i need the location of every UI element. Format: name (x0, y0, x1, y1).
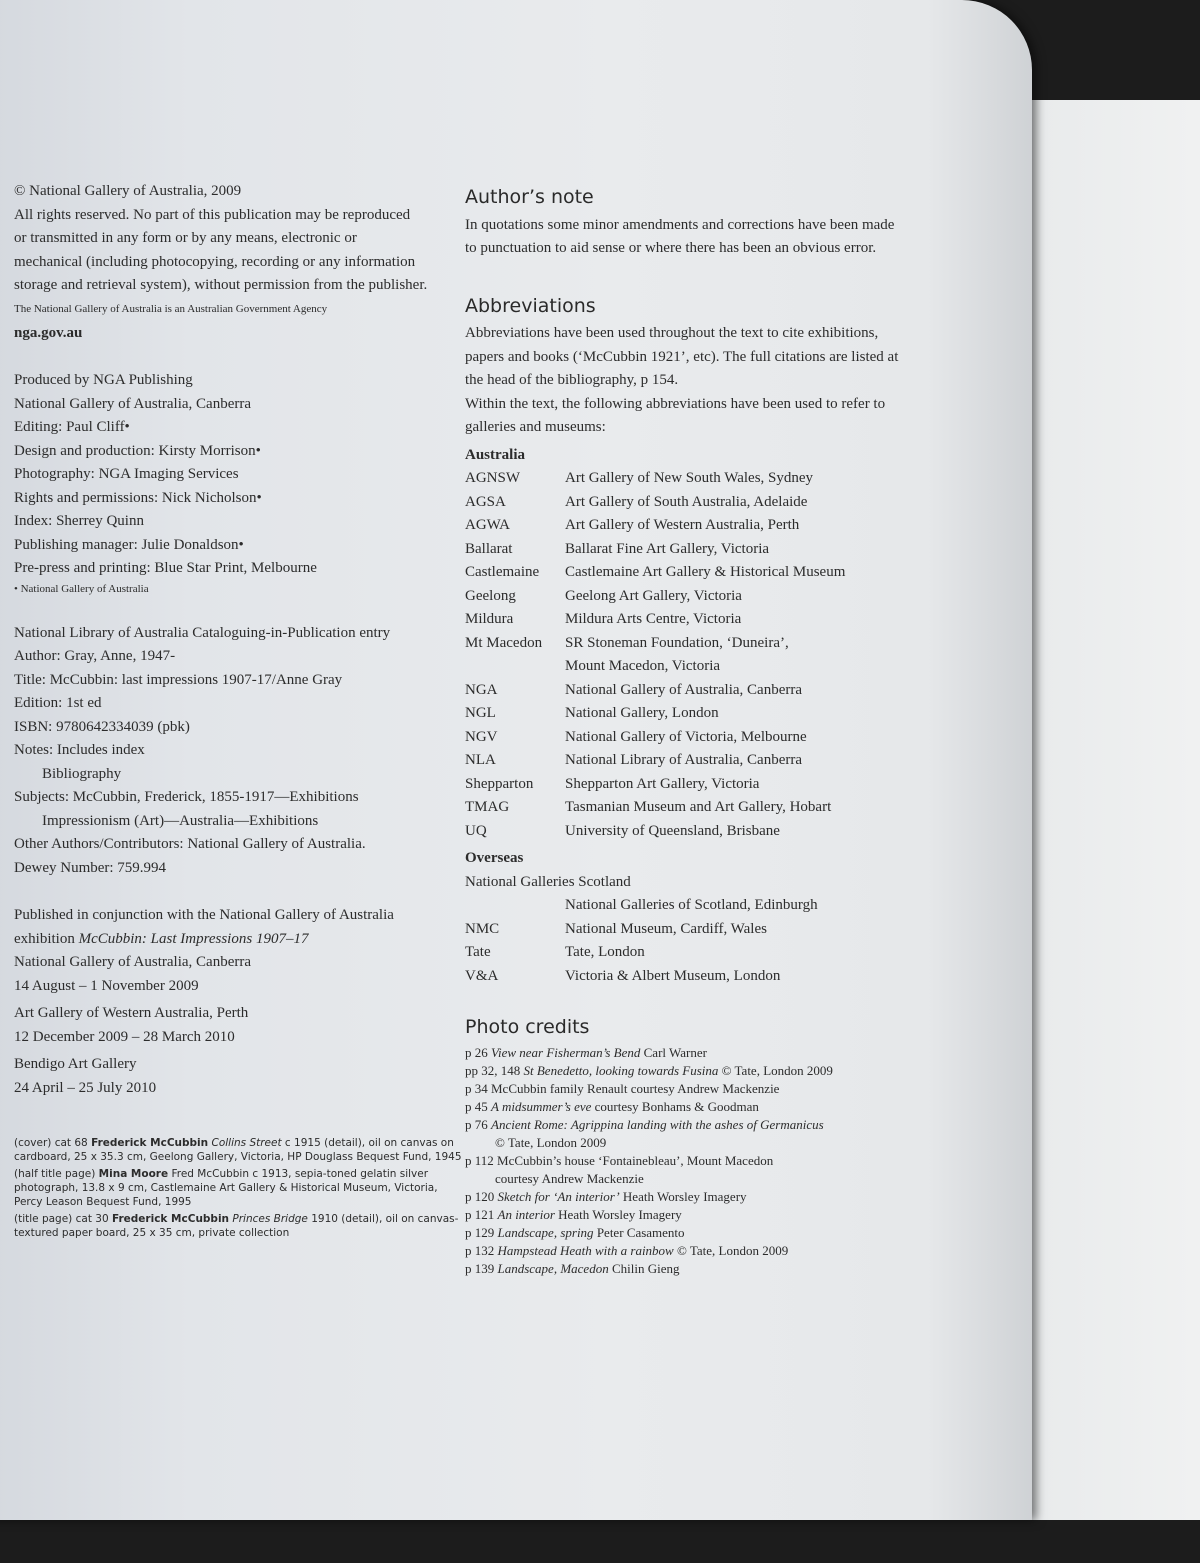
rights-line: or transmitted in any form or by any means, electronic or (14, 230, 357, 246)
photo-credit-page: p 112 McCubbin’s house ‘Fontainebleau’, Mount Macedon (465, 1152, 774, 1168)
rights-line: All rights reserved. No part of this publication may be reproduced (14, 206, 411, 223)
abbreviations-intro-2: Within the text, the following abbreviations have been used to refer to galleries and museums: (465, 395, 886, 435)
rights-line: mechanical (including photocopying, recording or any information (14, 253, 416, 270)
photo-credit (465, 1242, 905, 1260)
production-credit-line: Photography: NGA Imaging Services (14, 466, 239, 482)
production-credit-line: Editing: Paul Cliff• (14, 419, 130, 435)
photo-credit-source: Peter Casamento (593, 1224, 685, 1240)
abbreviation-value-line: Geelong Art Gallery, Victoria (565, 587, 742, 604)
abbreviation-value-line: SR Stoneman Foundation, ‘Duneira’, (565, 634, 789, 651)
photo-credit-page: p 120 (465, 1188, 498, 1204)
image-credit-details: 1910 (detail), oil on canvas-textured paper board, 25 x 35 cm, private collection (14, 1213, 459, 1239)
abbreviation-row (465, 467, 905, 491)
photo-credits-section (465, 1016, 905, 1278)
photo-credit-title: Hampstead Heath with a rainbow (497, 1242, 674, 1258)
left-column (14, 180, 464, 1243)
website: nga.gov.au (14, 324, 83, 341)
abbreviation-key: NMC (465, 920, 500, 937)
photo-credit-source: Heath Worsley Imagery (554, 1206, 682, 1222)
abbreviation-value-line: National Gallery of Australia, Canberra (565, 681, 802, 698)
abbreviation-value-line: National Gallery, London (565, 705, 719, 721)
abbreviation-value (565, 491, 905, 515)
cataloguing-line: Dewey Number: 759.994 (14, 859, 167, 876)
exhibition-line: exhibition McCubbin: Last Impressions 1907–17 (14, 930, 309, 947)
abbreviation-row (465, 679, 905, 703)
photo-credit-page: pp 32, 148 (465, 1062, 524, 1078)
venue-dates: 24 April – 25 July 2010 (14, 1079, 157, 1096)
abbreviation-value (565, 773, 905, 797)
authors-note-section (465, 186, 905, 261)
abbreviation-value-line: Mildura Arts Centre, Victoria (565, 611, 742, 627)
abbreviation-value (565, 796, 905, 820)
photo-credit-page: p 139 (465, 1260, 498, 1276)
photo-credit-page: p 45 (465, 1098, 491, 1114)
abbreviation-value (565, 749, 905, 773)
publication-info (14, 904, 464, 1100)
authors-note-heading: Author’s note (465, 186, 594, 208)
image-credits (14, 1136, 464, 1240)
abbreviations-section (465, 295, 905, 989)
abbreviation-value (565, 514, 905, 538)
venue-place: National Gallery of Australia, Canberra (14, 954, 251, 970)
photo-credit (465, 1098, 905, 1116)
abbreviation-value-line: Art Gallery of South Australia, Adelaide (565, 493, 808, 510)
abbreviation-key: Geelong (465, 587, 516, 604)
production-credit-line: Pre-press and printing: Blue Star Print, Melbourne (14, 560, 317, 576)
production-credit-line: National Gallery of Australia, Canberra (14, 395, 251, 412)
abbreviation-row (465, 585, 905, 609)
cataloguing-line: ISBN: 9780642334039 (pbk) (14, 718, 190, 735)
image-credit-artist: Frederick McCubbin (91, 1137, 209, 1149)
abbreviation-key: NGA (465, 681, 498, 698)
photo-credit-source: Carl Warner (640, 1044, 707, 1060)
image-credit-artist: Frederick McCubbin (111, 1213, 230, 1225)
abbreviation-value (565, 538, 905, 562)
abbreviation-key: UQ (465, 822, 487, 839)
photo-credits-heading: Photo credits (465, 1016, 590, 1038)
cataloguing-line: Author: Gray, Anne, 1947- (14, 648, 176, 664)
abbreviation-value: Tate, London (565, 944, 645, 960)
cataloguing-line: Notes: Includes index (14, 742, 145, 758)
abbreviation-row (465, 918, 905, 942)
australia-label: Australia (465, 446, 525, 463)
abbreviation-value (565, 632, 905, 679)
photo-credit-page: p 121 (465, 1206, 498, 1222)
production-credit-line: Index: Sherrey Quinn (14, 513, 144, 529)
photo-credit-continued: courtesy Andrew Mackenzie (495, 1170, 644, 1186)
abbreviation-row (465, 608, 905, 632)
abbreviation-key: NGV (465, 728, 498, 745)
abbreviation-value-line: Art Gallery of Western Australia, Perth (565, 517, 800, 533)
abbreviation-value (565, 608, 905, 632)
photo-credit-continued: © Tate, London 2009 (495, 1134, 607, 1150)
photo-credit-title: Landscape, Macedon (497, 1260, 609, 1276)
abbreviation-value-line: Ballarat Fine Art Gallery, Victoria (565, 540, 770, 557)
exhibition-title: McCubbin: Last Impressions 1907–17 (78, 930, 309, 947)
abbreviation-row (465, 773, 905, 797)
abbreviation-key: V&A (465, 967, 499, 984)
venue-place: Art Gallery of Western Australia, Perth (14, 1005, 249, 1021)
photo-credit (465, 1116, 905, 1134)
agency-note: The National Gallery of Australia is an Australian Government Agency (14, 302, 328, 315)
image-credit (14, 1167, 464, 1209)
image-credit-prefix: (title page) cat 30 (14, 1213, 112, 1225)
image-credit-title: Collins Street (211, 1137, 282, 1149)
published-line: Published in conjunction with the National Gallery of Australia (14, 907, 394, 923)
photo-credits-list (465, 1044, 905, 1278)
production-credit-line: Design and production: Kirsty Morrison• (14, 442, 261, 459)
abbreviation-key: Ballarat (465, 540, 513, 557)
venue (14, 1053, 464, 1100)
image-credit-details: Fred McCubbin c 1913, sepia-toned gelatin silver photograph, 13.8 x 9 cm, Castlemaine Art Gallery & Historical Museum, Victoria, Percy Leason Bequest Fund, 1995 (14, 1168, 438, 1208)
abbreviation-key: NLA (465, 752, 496, 768)
photo-credit-title: An interior (497, 1206, 555, 1222)
production-credit-line: Rights and permissions: Nick Nicholson• (14, 489, 262, 506)
abbreviation-value-line: National Library of Australia, Canberra (565, 752, 802, 768)
facing-page-edge (1010, 100, 1200, 1520)
abbreviation-value-line: Tasmanian Museum and Art Gallery, Hobart (565, 799, 832, 815)
cataloguing-entry (14, 622, 464, 881)
overseas-first-key: National Galleries Scotland (465, 873, 631, 890)
venue-dates: 14 August – 1 November 2009 (14, 977, 199, 994)
photo-credit-title: View near Fisherman’s Bend (491, 1044, 641, 1060)
abbreviation-value (565, 561, 905, 585)
photo-credit-page: p 34 McCubbin family Renault courtesy Andrew Mackenzie (465, 1080, 780, 1096)
photo-credit (465, 1062, 905, 1080)
production-credit-line: Publishing manager: Julie Donaldson• (14, 536, 244, 553)
abbreviation-key: AGSA (465, 493, 506, 510)
abbreviation-value-line: Castlemaine Art Gallery & Historical Museum (565, 564, 846, 580)
photo-credit (465, 1206, 905, 1224)
abbreviation-key: AGNSW (465, 470, 520, 486)
abbreviation-row (465, 632, 905, 679)
cataloguing-line: National Library of Australia Cataloguing-in-Publication entry (14, 624, 391, 641)
photo-credit-title: A midsummer’s eve (491, 1098, 592, 1114)
photo-credit-source: courtesy Bonhams & Goodman (591, 1098, 759, 1114)
photo-credit-title: Sketch for ‘An interior’ (497, 1188, 620, 1204)
abbreviation-row (465, 749, 905, 773)
production-credits (14, 369, 464, 581)
abbreviation-value-line: Art Gallery of New South Wales, Sydney (565, 470, 814, 486)
abbreviation-value: Victoria & Albert Museum, London (565, 967, 781, 984)
venue (14, 951, 464, 998)
right-column (465, 186, 905, 1278)
image-credit-artist: Mina Moore (98, 1168, 169, 1180)
abbreviation-value (565, 679, 905, 703)
abbreviation-row (465, 796, 905, 820)
abbreviations-heading: Abbreviations (465, 294, 596, 317)
venue-dates: 12 December 2009 – 28 March 2010 (14, 1028, 235, 1045)
photo-credit (465, 1224, 905, 1242)
abbreviation-row (465, 965, 905, 989)
cataloguing-line: Edition: 1st ed (14, 695, 102, 711)
australia-abbreviations (465, 467, 905, 843)
production-credit-line: Produced by NGA Publishing (14, 372, 193, 388)
abbreviation-value-line: Mount Macedon, Victoria (565, 658, 721, 674)
photo-credit (465, 1188, 905, 1206)
photo-credit-page: p 76 (465, 1116, 491, 1132)
venue-place: Bendigo Art Gallery (14, 1056, 137, 1072)
image-credit-details: c 1915 (detail), oil on canvas on cardboard, 25 x 35.3 cm, Geelong Gallery, Victoria, HP Douglass Bequest Fund, 1945 (14, 1137, 462, 1163)
venues (14, 951, 464, 1100)
overseas-label: Overseas (465, 850, 524, 866)
production-note: • National Gallery of Australia (14, 582, 149, 595)
photo-credit-page: p 129 (465, 1224, 498, 1240)
authors-note-text: In quotations some minor amendments and corrections have been made to punctuation to aid sense or where there has been an obvious error. (465, 216, 895, 256)
cataloguing-line: Subjects: McCubbin, Frederick, 1855-1917—Exhibitions (14, 789, 359, 805)
photo-credit (465, 1260, 905, 1278)
abbreviation-row (465, 702, 905, 726)
abbreviations-intro: Abbreviations have been used throughout the text to cite exhibitions, papers and books (‘McCubbin 1921’, etc). The full citations are listed at the head of the bibliography, p 154. (465, 325, 899, 388)
abbreviation-row (465, 820, 905, 844)
cataloguing-line: Bibliography (42, 765, 122, 782)
abbreviation-row (465, 726, 905, 750)
photo-credit-source: Chilin Gieng (608, 1260, 680, 1276)
abbreviation-key: Mildura (465, 611, 514, 627)
abbreviation-key: Mt Macedon (465, 634, 543, 651)
photo-credit-title: Landscape, spring (497, 1224, 594, 1240)
cataloguing-line: Other Authors/Contributors: National Gallery of Australia. (14, 836, 366, 852)
photo-credit-source: © Tate, London 2009 (718, 1062, 833, 1078)
abbreviation-value-line: Shepparton Art Gallery, Victoria (565, 775, 760, 792)
rights-line: storage and retrieval system), without permission from the publisher. (14, 277, 428, 293)
copyright-line: © National Gallery of Australia, 2009 (14, 183, 242, 199)
overseas-abbreviations (465, 918, 905, 989)
photo-credit-source: © Tate, London 2009 (673, 1242, 789, 1258)
cataloguing-line: Title: McCubbin: last impressions 1907-17/Anne Gray (14, 671, 343, 688)
cataloguing-line: Impressionism (Art)—Australia—Exhibitions (42, 812, 319, 829)
abbreviation-value-line: National Gallery of Victoria, Melbourne (565, 728, 807, 745)
abbreviation-value (565, 467, 905, 491)
abbreviation-row (465, 941, 905, 965)
photo-credit-page: p 26 (465, 1044, 491, 1060)
photo-credit (465, 1152, 905, 1170)
abbreviation-key: Tate (465, 944, 491, 960)
image-credit-prefix: (cover) cat 68 (14, 1137, 92, 1149)
abbreviation-key: Shepparton (465, 775, 534, 792)
overseas-first-value: National Galleries of Scotland, Edinburgh (565, 897, 818, 913)
abbreviation-key: NGL (465, 705, 496, 721)
abbreviation-row (465, 514, 905, 538)
image-credit (14, 1136, 464, 1164)
abbreviation-value: National Museum, Cardiff, Wales (565, 920, 767, 937)
abbreviation-value (565, 702, 905, 726)
photo-credit-title: St Benedetto, looking towards Fusina (523, 1062, 719, 1078)
image-credit (14, 1212, 464, 1240)
abbreviation-value-line: University of Queensland, Brisbane (565, 822, 780, 839)
image-credit-title: Princes Bridge (232, 1213, 308, 1225)
abbreviation-row (465, 538, 905, 562)
photo-credit (465, 1080, 905, 1098)
abbreviation-value (565, 820, 905, 844)
abbreviation-key: Castlemaine (465, 564, 540, 580)
abbreviation-value (565, 726, 905, 750)
rights-statement (14, 204, 464, 298)
image-credit-prefix: (half title page) (14, 1168, 99, 1180)
photo-credit-source: Heath Worsley Imagery (619, 1188, 747, 1204)
abbreviation-value (565, 585, 905, 609)
abbreviation-key: AGWA (465, 517, 510, 533)
venue (14, 1002, 464, 1049)
abbreviation-row (465, 561, 905, 585)
abbreviation-key: TMAG (465, 799, 510, 815)
photo-credit-title: Ancient Rome: Agrippina landing with the ashes of Germanicus (491, 1116, 824, 1132)
photo-credit-page: p 132 (465, 1242, 498, 1258)
photo-credit (465, 1044, 905, 1062)
abbreviation-row (465, 491, 905, 515)
